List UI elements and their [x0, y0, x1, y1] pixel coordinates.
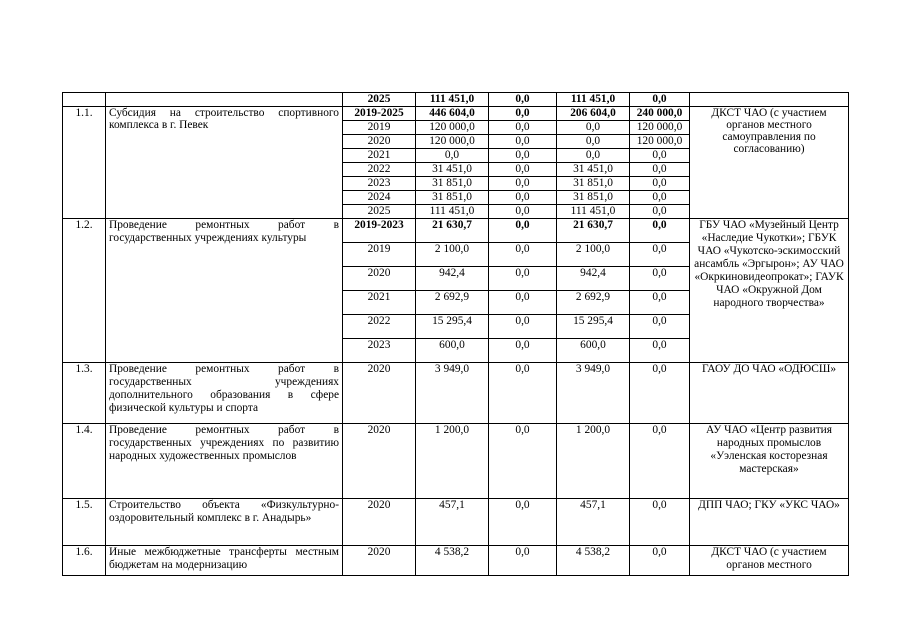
regional-cell: 942,4: [557, 267, 630, 291]
total-cell: 942,4: [416, 267, 489, 291]
table-row: [63, 363, 849, 424]
federal-cell: 0,0: [489, 149, 557, 163]
federal-cell: 0,0: [489, 499, 557, 546]
year-cell: 2025: [343, 93, 416, 107]
regional-cell: 0,0: [557, 149, 630, 163]
total-cell: 3 949,0: [416, 363, 489, 424]
regional-cell: 2 100,0: [557, 243, 630, 267]
federal-cell: 0,0: [489, 93, 557, 107]
local-cell: 0,0: [630, 424, 690, 499]
table-row: [63, 219, 849, 243]
executor-cell: ДКСТ ЧАО (с участием органов местного самоуправления по согласованию): [690, 107, 849, 219]
item-name-cell: Проведение ремонтных работ в государственных учреждениях дополнительного образования в сфере физической культуры и спорта: [106, 363, 343, 424]
year-cell: 2020: [343, 267, 416, 291]
year-cell: 2021: [343, 149, 416, 163]
item-number-cell: [63, 93, 106, 107]
table-row: [63, 107, 849, 121]
item-name-cell: [106, 93, 343, 107]
total-cell: 0,0: [416, 149, 489, 163]
total-cell: 21 630,7: [416, 219, 489, 243]
regional-cell: 600,0: [557, 339, 630, 363]
year-cell: 2023: [343, 177, 416, 191]
total-cell: 31 851,0: [416, 191, 489, 205]
executor-cell: ДПП ЧАО; ГКУ «УКС ЧАО»: [690, 499, 849, 546]
item-number-cell: 1.1.: [63, 107, 106, 219]
federal-cell: 0,0: [489, 315, 557, 339]
item-number-cell: 1.6.: [63, 546, 106, 576]
local-cell: 240 000,0: [630, 107, 690, 121]
local-cell: 0,0: [630, 363, 690, 424]
table-row: [63, 546, 849, 576]
table-row: [63, 499, 849, 546]
federal-cell: 0,0: [489, 546, 557, 576]
local-cell: 0,0: [630, 339, 690, 363]
local-cell: 0,0: [630, 267, 690, 291]
local-cell: 0,0: [630, 291, 690, 315]
regional-cell: 206 604,0: [557, 107, 630, 121]
federal-cell: 0,0: [489, 339, 557, 363]
year-cell: 2019-2023: [343, 219, 416, 243]
year-cell: 2024: [343, 191, 416, 205]
table-row: [63, 93, 849, 107]
item-number-cell: 1.5.: [63, 499, 106, 546]
total-cell: 600,0: [416, 339, 489, 363]
federal-cell: 0,0: [489, 291, 557, 315]
federal-cell: 0,0: [489, 243, 557, 267]
budget-table: [62, 92, 849, 576]
local-cell: 0,0: [630, 149, 690, 163]
regional-cell: 2 692,9: [557, 291, 630, 315]
federal-cell: 0,0: [489, 135, 557, 149]
year-cell: 2019-2025: [343, 107, 416, 121]
total-cell: 457,1: [416, 499, 489, 546]
regional-cell: 3 949,0: [557, 363, 630, 424]
year-cell: 2022: [343, 315, 416, 339]
item-name-cell: Проведение ремонтных работ в государственных учреждениях культуры: [106, 219, 343, 363]
local-cell: 0,0: [630, 205, 690, 219]
total-cell: 446 604,0: [416, 107, 489, 121]
regional-cell: 0,0: [557, 121, 630, 135]
local-cell: 120 000,0: [630, 135, 690, 149]
local-cell: 0,0: [630, 191, 690, 205]
total-cell: 31 851,0: [416, 177, 489, 191]
local-cell: 0,0: [630, 219, 690, 243]
executor-cell: [690, 93, 849, 107]
total-cell: 15 295,4: [416, 315, 489, 339]
local-cell: 0,0: [630, 93, 690, 107]
local-cell: 0,0: [630, 177, 690, 191]
year-cell: 2021: [343, 291, 416, 315]
local-cell: 0,0: [630, 163, 690, 177]
regional-cell: 4 538,2: [557, 546, 630, 576]
year-cell: 2020: [343, 499, 416, 546]
year-cell: 2020: [343, 363, 416, 424]
year-cell: 2023: [343, 339, 416, 363]
total-cell: 1 200,0: [416, 424, 489, 499]
item-name-cell: Строительство объекта «Физкультурно-оздоровительный комплекс в г. Анадырь»: [106, 499, 343, 546]
local-cell: 0,0: [630, 499, 690, 546]
year-cell: 2019: [343, 243, 416, 267]
local-cell: 0,0: [630, 243, 690, 267]
year-cell: 2025: [343, 205, 416, 219]
federal-cell: 0,0: [489, 163, 557, 177]
total-cell: 120 000,0: [416, 135, 489, 149]
regional-cell: 31 451,0: [557, 163, 630, 177]
federal-cell: 0,0: [489, 205, 557, 219]
regional-cell: 31 851,0: [557, 177, 630, 191]
regional-cell: 15 295,4: [557, 315, 630, 339]
federal-cell: 0,0: [489, 191, 557, 205]
federal-cell: 0,0: [489, 363, 557, 424]
federal-cell: 0,0: [489, 219, 557, 243]
year-cell: 2022: [343, 163, 416, 177]
executor-cell: ГБУ ЧАО «Музейный Центр «Наследие Чукотки»; ГБУК ЧАО «Чукотско-эскимосский ансамбль «Эргырон»; АУ ЧАО «Окркиновидеопрокат»; ГАУК ЧАО «Окружной Дом народного творчества»: [690, 219, 849, 363]
local-cell: 0,0: [630, 315, 690, 339]
total-cell: 31 451,0: [416, 163, 489, 177]
total-cell: 4 538,2: [416, 546, 489, 576]
regional-cell: 457,1: [557, 499, 630, 546]
regional-cell: 111 451,0: [557, 93, 630, 107]
regional-cell: 0,0: [557, 135, 630, 149]
federal-cell: 0,0: [489, 177, 557, 191]
year-cell: 2020: [343, 424, 416, 499]
federal-cell: 0,0: [489, 107, 557, 121]
year-cell: 2020: [343, 135, 416, 149]
total-cell: 111 451,0: [416, 93, 489, 107]
item-number-cell: 1.2.: [63, 219, 106, 363]
year-cell: 2020: [343, 546, 416, 576]
regional-cell: 21 630,7: [557, 219, 630, 243]
federal-cell: 0,0: [489, 424, 557, 499]
local-cell: 0,0: [630, 546, 690, 576]
regional-cell: 1 200,0: [557, 424, 630, 499]
total-cell: 2 100,0: [416, 243, 489, 267]
federal-cell: 0,0: [489, 121, 557, 135]
executor-cell: АУ ЧАО «Центр развития народных промыслов «Уэленская косторезная мастерская»: [690, 424, 849, 499]
total-cell: 111 451,0: [416, 205, 489, 219]
federal-cell: 0,0: [489, 267, 557, 291]
item-name-cell: Субсидия на строительство спортивного комплекса в г. Певек: [106, 107, 343, 219]
total-cell: 2 692,9: [416, 291, 489, 315]
executor-cell: ДКСТ ЧАО (с участием органов местного: [690, 546, 849, 576]
table-row: [63, 424, 849, 499]
local-cell: 120 000,0: [630, 121, 690, 135]
total-cell: 120 000,0: [416, 121, 489, 135]
item-name-cell: Проведение ремонтных работ в государственных учреждениях по развитию народных художественных промыслов: [106, 424, 343, 499]
item-number-cell: 1.3.: [63, 363, 106, 424]
regional-cell: 111 451,0: [557, 205, 630, 219]
item-name-cell: Иные межбюджетные трансферты местным бюджетам на модернизацию: [106, 546, 343, 576]
regional-cell: 31 851,0: [557, 191, 630, 205]
item-number-cell: 1.4.: [63, 424, 106, 499]
year-cell: 2019: [343, 121, 416, 135]
executor-cell: ГАОУ ДО ЧАО «ОДЮСШ»: [690, 363, 849, 424]
